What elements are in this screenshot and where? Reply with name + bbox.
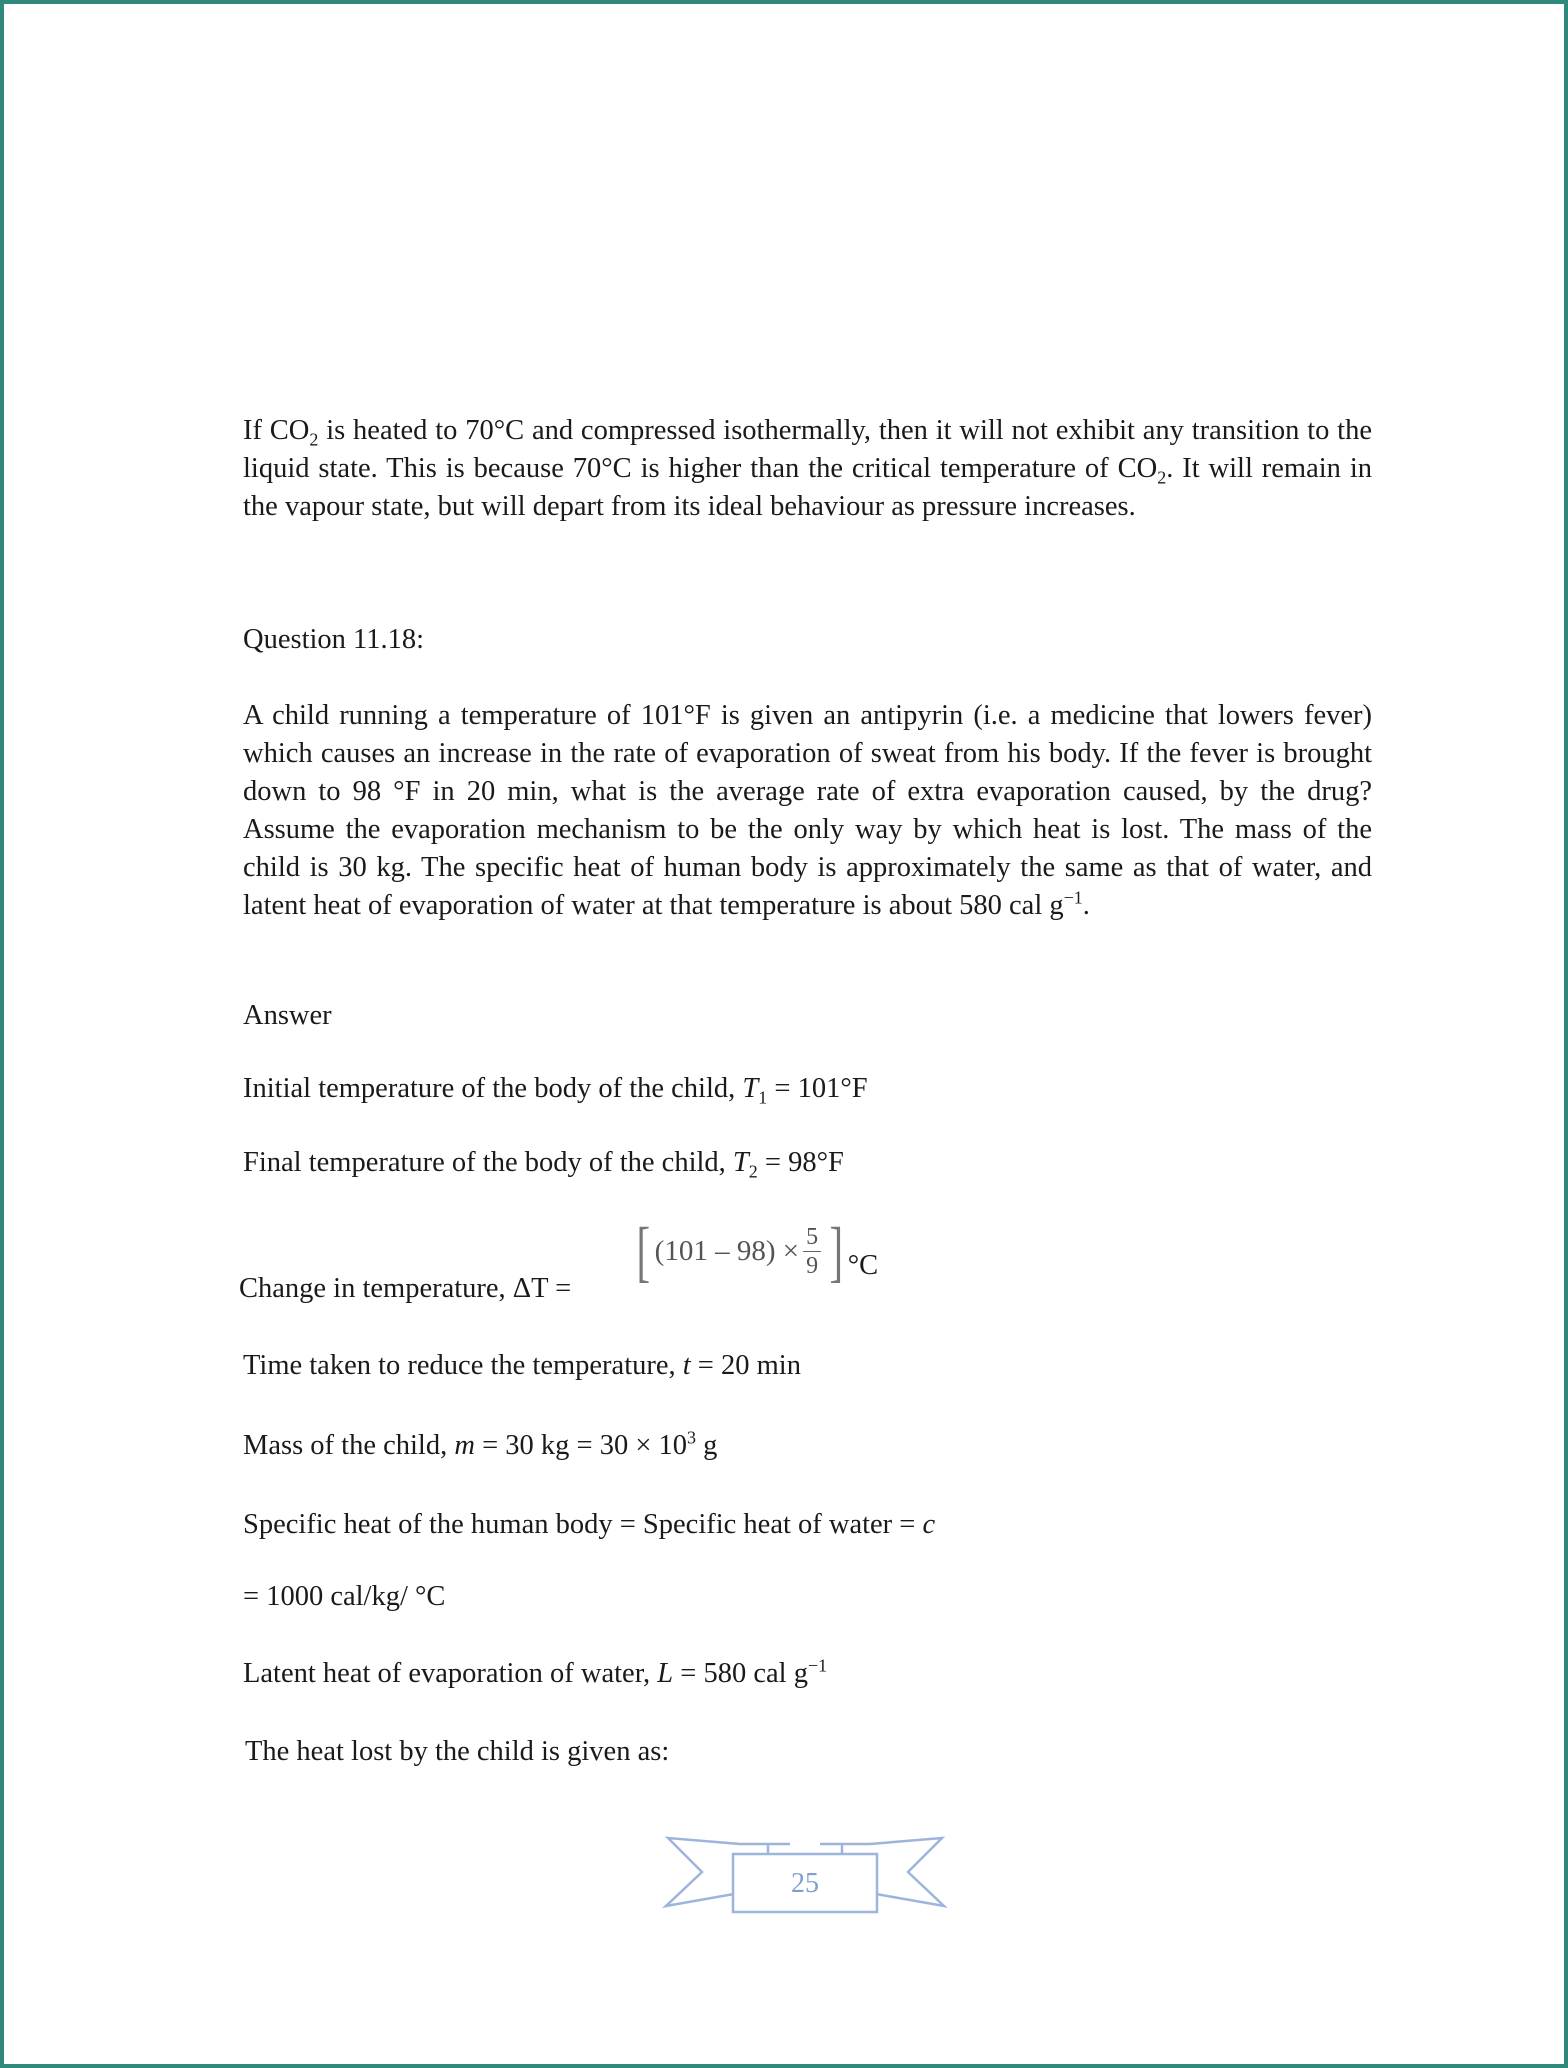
mass-of-child: Mass of the child, m = 30 kg = $30 \times 10^3$ g [243, 1427, 718, 1461]
answer-heading: Answer [243, 1000, 332, 1031]
delta-t-formula [632, 1208, 878, 1294]
formula-expression: (101 – 98) × [654, 1234, 800, 1267]
specific-heat: Specific heat of the human body = Specific heat of water = c [243, 1509, 936, 1540]
change-temperature-label: Change in temperature, ΔT = [239, 1273, 572, 1304]
heat-lost-line: The heat lost by the child is given as: [245, 1736, 670, 1767]
left-bracket: [ [636, 1213, 651, 1289]
time-taken: Time taken to reduce the temperature, t = 20 min [243, 1350, 801, 1381]
page-number: 25 [791, 1868, 819, 1899]
specific-heat-value: = 1000 cal/kg/ °C [243, 1581, 446, 1612]
fraction: $\frac{5}{9}$ [803, 1223, 821, 1280]
final-temperature: Final temperature of the body of the child, $T_2 = 98^\circ F$ [243, 1147, 844, 1182]
paragraph-co2: If $CO_2$ is heated to 70°C and compressed isothermally, then it will not exhibit any transition to the liquid state. This is because 70°C is higher than the critical temperature of $CO_2$. It will remain in the vapour state, but will depart from its ideal behaviour as pressure increases. [243, 415, 1372, 522]
question-text: A child running a temperature of 101°F is given an antipyrin (i.e. a medicine that lowers fever) which causes an increase in the rate of evaporation of sweat from his body. If the fever is brought down to 98 °F in 20 min, what is the average rate of extra evaporation caused, by the drug? Assume the evaporation mechanism to be the only way by which heat is lost. The mass of the child is 30 kg. The specific heat of human body is approximately the same as that of water, and latent heat of evaporation of water at that temperature is about 580 cal $g^{-1}$. [243, 700, 1372, 921]
question-heading: Question 11.18: [243, 624, 425, 655]
unit-celsius: °C [847, 1250, 879, 1281]
page-number-ribbon [660, 1832, 950, 1916]
initial-temperature: Initial temperature of the body of the child, $T_1 = 101^\circ F$ [243, 1073, 868, 1108]
right-bracket: ] [829, 1213, 844, 1289]
latent-heat: Latent heat of evaporation of water, L = 580 cal $g^{-1}$ [243, 1655, 828, 1689]
